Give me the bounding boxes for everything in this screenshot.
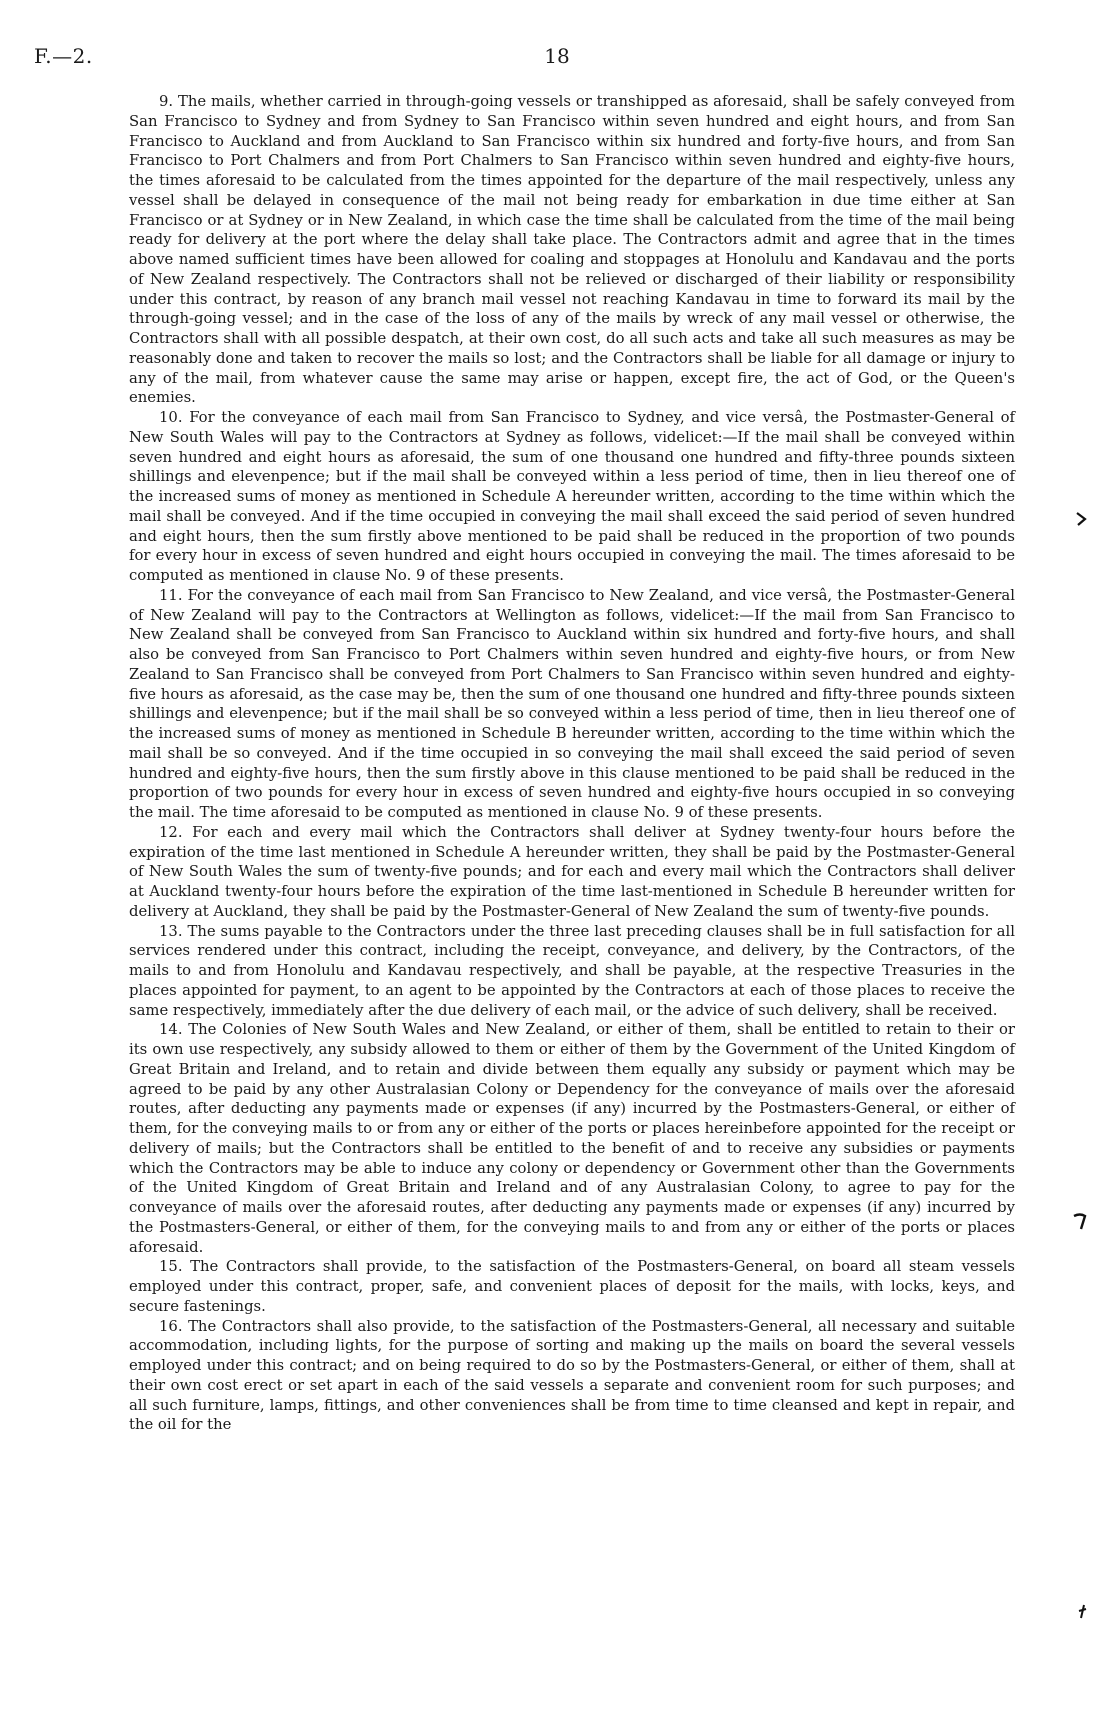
clause-12 bbox=[129, 823, 1015, 922]
clause-text: For the conveyance of each mail from San Francisco to Sydney, and vice versâ, the Postmaster-General of New South Wales will pay to the Contractors at Sydney as follows, videlicet:—If the mail shall be conveyed within seven hundred and eight hours as aforesaid, the sum of one thousand one hundred and fifty-three pounds sixteen shillings and elevenpence; but if the mail shall be conveyed within a less period of time, then in lieu thereof one of the increased sums of money as mentioned in Schedule A hereunder written, according to the time within which the mail shall be conveyed. And if the time occupied in conveying the mail shall exceed the said period of seven hundred and eight hours, then the sum firstly above mentioned to be paid shall be reduced in the proportion of two pounds for every hour in excess of seven hundred and eight hours occupied in conveying the mail. The times aforesaid to be computed as mentioned in clause No. 9 of these presents. bbox=[129, 409, 1015, 584]
clause-16 bbox=[129, 1317, 1015, 1436]
clause-11 bbox=[129, 586, 1015, 823]
document-body bbox=[129, 92, 1015, 1435]
clause-number: 16. bbox=[159, 1317, 183, 1335]
clause-text: The mails, whether carried in through-going vessels or transhipped as aforesaid, shall be safely conveyed from San Francisco to Sydney and from Sydney to San Francisco within seven hundred and eight hours, and from San Francisco to Auckland and from Auckland to San Francisco within six hundred and forty-five hours, and from San Francisco to Port Chalmers and from Port Chalmers to San Francisco within seven hundred and eighty-five hours, the times aforesaid to be calculated from the times appointed for the departure of the mail respectively, unless any vessel shall be delayed in consequence of the mail not being ready for embarkation in due time either at San Francisco or at Sydney or in New Zealand, in which case the time shall be calculated from the time of the mail being ready for delivery at the port where the delay shall take place. The Contractors admit and agree that in the times above named sufficient times have been allowed for coaling and stoppages at Honolulu and Kandavau and the ports of New Zealand respectively. The Contractors shall not be relieved or discharged of their liability or responsibility under this contract, by reason of any branch mail vessel not reaching Kandavau in time to forward its mail by the through-going vessel; and in the case of the loss of any of the mails by wreck of any mail vessel or otherwise, the Contractors shall with all possible despatch, at their own cost, do all such acts and take all such measures as may be reasonably done and taken to recover the mails so lost; and the Contractors shall be liable for all damage or injury to any of the mail, from whatever cause the same may arise or happen, except fire, the act of God, or the Queen's enemies. bbox=[129, 93, 1015, 407]
clause-15 bbox=[129, 1257, 1015, 1316]
clause-text: The Contractors shall also provide, to the satisfaction of the Postmasters-General, all necessary and suitable accommodation, including lights, for the purpose of sorting and making up the mails on board the several vessels employed under this contract; and on being required to do so by the Postmasters-General, or either of them, shall at their own cost erect or set apart in each of the said vessels a separate and convenient room for such purposes; and all such furniture, lamps, fittings, and other conveniences shall be from time to time cleansed and kept in repair, and the oil for the bbox=[129, 1317, 1015, 1434]
clause-text: The Contractors shall provide, to the satisfaction of the Postmasters-General, on board all steam vessels employed under this contract, proper, safe, and convenient places of deposit for the mails, with locks, keys, and secure fastenings. bbox=[129, 1258, 1015, 1315]
clause-number: 10. bbox=[159, 409, 183, 426]
clause-13 bbox=[129, 922, 1015, 1021]
margin-scan-mark bbox=[1073, 1213, 1087, 1231]
clause-number: 12. bbox=[159, 823, 183, 841]
clause-number: 15. bbox=[159, 1258, 183, 1276]
clause-9 bbox=[129, 92, 1015, 408]
clause-text: For each and every mail which the Contractors shall deliver at Sydney twenty-four hours before the expiration of the time last mentioned in Schedule A hereunder written, they shall be paid by the Postmaster-General of New South Wales the sum of twenty-five pounds; and for each and every mail which the Contractors shall deliver at Auckland twenty-four hours before the expiration of the time last-mentioned in Schedule B hereunder written for delivery at Auckland, they shall be paid by the Postmaster-General of New Zealand the sum of twenty-five pounds. bbox=[129, 823, 1015, 920]
clause-number: 11. bbox=[159, 586, 183, 604]
page-number: 18 bbox=[544, 44, 570, 68]
clause-number: 13. bbox=[159, 922, 183, 940]
clause-text: The Colonies of New South Wales and New Zealand, or either of them, shall be entitled to retain to their or its own use respectively, any subsidy allowed to them or either of them by the Government of the United Kingdom of Great Britain and Ireland, and to retain and divide between them equally any subsidy or payment which may be agreed to be paid by any other Australasian Colony or Dependency for the conveyance of mails over the aforesaid routes, after deducting any payments made or expenses (if any) incurred by the Postmasters-General, or either of them, for the conveying mails to or from any or either of the ports or places hereinbefore appointed for the receipt or delivery of mails; but the Contractors shall be entitled to the benefit of and to receive any subsidies or payments which the Contractors may be able to induce any colony or dependency or Government other than the Governments of the United Kingdom of Great Britain and Ireland and of any Australasian Colony, to agree to pay for the conveyance of mails over the aforesaid routes, after deducting any payments made or expenses (if any) incurred by the Postmasters-General, or either of them, for the conveying mails to and from any or either of the ports or places aforesaid. bbox=[129, 1021, 1015, 1256]
page-header bbox=[34, 38, 1080, 70]
margin-scan-mark bbox=[1075, 511, 1087, 527]
margin-scan-mark bbox=[1077, 1604, 1087, 1620]
document-reference: F.—2. bbox=[34, 44, 93, 68]
clause-number: 9. bbox=[159, 93, 174, 110]
clause-text: The sums payable to the Contractors under the three last preceding clauses shall be in full satisfaction for all services rendered under this contract, including the receipt, conveyance, and delivery, by the Contractors, of the mails to and from Honolulu and Kandavau respectively, and shall be payable, at the respective Treasuries in the places appointed for payment, to an agent to be appointed by the Contractors at each of those places to receive the same respectively, immediately after the due delivery of each mail, or the advice of such delivery, shall be received. bbox=[129, 922, 1015, 1019]
clause-text: For the conveyance of each mail from San Francisco to New Zealand, and vice versâ, the Postmaster-General of New Zealand will pay to the Contractors at Wellington as follows, videlicet:—If the mail from San Francisco to New Zealand shall be conveyed from San Francisco to Auckland within six hundred and forty-five hours, and shall also be conveyed from San Francisco to Port Chalmers within seven hundred and eighty-five hours, or from New Zealand to San Francisco shall be conveyed from Port Chalmers to San Francisco within seven hundred and eighty-five hours as aforesaid, as the case may be, then the sum of one thousand one hundred and fifty-three pounds sixteen shillings and elevenpence; but if the mail shall be so conveyed within a less period of time, then in lieu thereof one of the increased sums of money as mentioned in Schedule B hereunder written, according to the time within which the mail shall be so conveyed. And if the time occupied in so conveying the mail shall exceed the said period of seven hundred and eighty-five hours, then the sum firstly above in this clause mentioned to be paid shall be reduced in the proportion of two pounds for every hour in excess of seven hundred and eighty-five hours occupied in so conveying the mail. The time aforesaid to be computed as mentioned in clause No. 9 of these presents. bbox=[129, 586, 1015, 821]
clause-10 bbox=[129, 408, 1015, 586]
clause-14 bbox=[129, 1020, 1015, 1257]
clause-number: 14. bbox=[159, 1021, 183, 1039]
